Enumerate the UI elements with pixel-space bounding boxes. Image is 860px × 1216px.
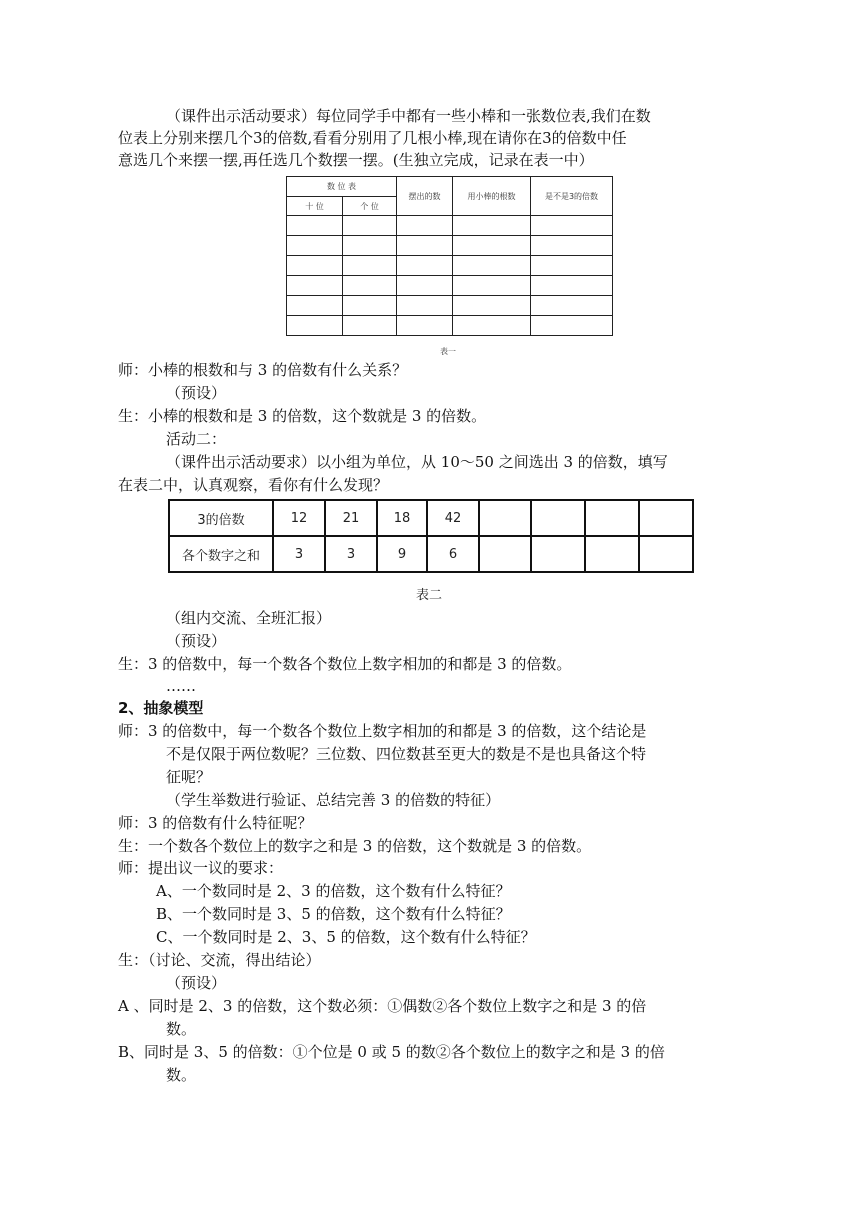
text-line: （预设） xyxy=(166,974,227,992)
table-cell: 9 xyxy=(377,536,427,572)
paragraph-line: 位表上分别来摆几个3的倍数,看看分别用了几根小棒,现在请你在3的倍数中任 xyxy=(118,129,627,147)
table-cell xyxy=(639,536,693,572)
table-cell xyxy=(531,536,585,572)
table-row xyxy=(287,256,613,276)
text-line: 师：提出议一议的要求： xyxy=(118,859,284,877)
text-line: 师：小棒的根数和与 3 的倍数有什么关系？ xyxy=(118,361,408,379)
table-cell xyxy=(479,536,531,572)
text-line: （组内交流、全班汇报） xyxy=(166,609,332,627)
text-line: 师：3 的倍数有什么特征呢？ xyxy=(118,814,313,832)
text-line: B、同时是 3、5 的倍数：①个位是 0 或 5 的数②各个数位上的数字之和是 3 的倍 xyxy=(118,1043,665,1061)
table-cell: 6 xyxy=(427,536,479,572)
table-cell: 18 xyxy=(377,500,427,536)
text-line: 数。 xyxy=(166,1066,197,1084)
text-line: B、一个数同时是 3、5 的倍数，这个数有什么特征？ xyxy=(156,905,511,923)
table-cell xyxy=(479,500,531,536)
text-line: 在表二中，认真观察，看你有什么发现？ xyxy=(118,476,389,494)
table-cell xyxy=(585,536,639,572)
text-line: 生：一个数各个数位上的数字之和是 3 的倍数，这个数就是 3 的倍数。 xyxy=(118,837,592,855)
table-cell: 3 xyxy=(273,536,325,572)
text-line: 师：3 的倍数中，每一个数各个数位上数字相加的和都是 3 的倍数，这个结论是 xyxy=(118,722,647,740)
table-header-sticks: 用小棒的根数 xyxy=(453,177,531,216)
table-header-number: 摆出的数 xyxy=(397,177,453,216)
text-line: （学生举数进行验证、总结完善 3 的倍数的特征） xyxy=(166,791,501,809)
text-line: C、一个数同时是 2、3、5 的倍数，这个数有什么特征？ xyxy=(156,928,536,946)
text-line: 生：小棒的根数和是 3 的倍数，这个数就是 3 的倍数。 xyxy=(118,407,487,425)
text-line: 生：（讨论、交流，得出结论） xyxy=(118,951,321,969)
table-cell xyxy=(639,500,693,536)
table-row xyxy=(287,276,613,296)
table-cell: 42 xyxy=(427,500,479,536)
table-cell: 12 xyxy=(273,500,325,536)
paragraph-line: （课件出示活动要求）每位同学手中都有一些小棒和一张数位表,我们在数 xyxy=(166,107,651,125)
table-header-digit-table: 数 位 表 xyxy=(287,177,397,197)
table-one-caption: 表一 xyxy=(440,347,456,356)
row-label: 3的倍数 xyxy=(169,500,273,536)
text-line: （预设） xyxy=(166,632,227,650)
table-two-caption: 表二 xyxy=(416,588,443,603)
text-line: （预设） xyxy=(166,384,227,402)
table-header-multiple: 是不是3的倍数 xyxy=(531,177,613,216)
table-row xyxy=(169,536,693,572)
table-cell xyxy=(585,500,639,536)
paragraph-line: 意选几个来摆一摆,再任选几个数摆一摆。(生独立完成，记录在表一中） xyxy=(118,151,594,169)
text-line: A、一个数同时是 2、3 的倍数，这个数有什么特征？ xyxy=(156,882,511,900)
table-cell xyxy=(531,500,585,536)
table-cell: 3 xyxy=(325,536,377,572)
table-one xyxy=(286,176,613,336)
table-cell: 21 xyxy=(325,500,377,536)
row-label: 各个数字之和 xyxy=(169,536,273,572)
text-line: 征呢？ xyxy=(166,768,212,786)
text-line: …… xyxy=(166,677,196,695)
text-line: A 、同时是 2、3 的倍数，这个数必须：①偶数②各个数位上数字之和是 3 的倍 xyxy=(118,997,647,1015)
table-header-tens: 十 位 xyxy=(287,197,343,216)
table-row xyxy=(169,500,693,536)
table-two xyxy=(168,499,694,573)
text-line: （课件出示活动要求）以小组为单位，从 10～50 之间选出 3 的倍数，填写 xyxy=(166,453,668,471)
table-row xyxy=(287,236,613,256)
text-line: 活动二： xyxy=(166,430,227,448)
table-row xyxy=(287,296,613,316)
table-row xyxy=(287,216,613,236)
text-line: 生：3 的倍数中，每一个数各个数位上数字相加的和都是 3 的倍数。 xyxy=(118,655,572,673)
text-line: 数。 xyxy=(166,1020,197,1038)
text-line: 不是仅限于两位数呢？三位数、四位数甚至更大的数是不是也具备这个特 xyxy=(166,745,647,763)
table-header-ones: 个 位 xyxy=(343,197,397,216)
section-heading: 2、抽象模型 xyxy=(118,699,204,717)
table-row xyxy=(287,316,613,336)
